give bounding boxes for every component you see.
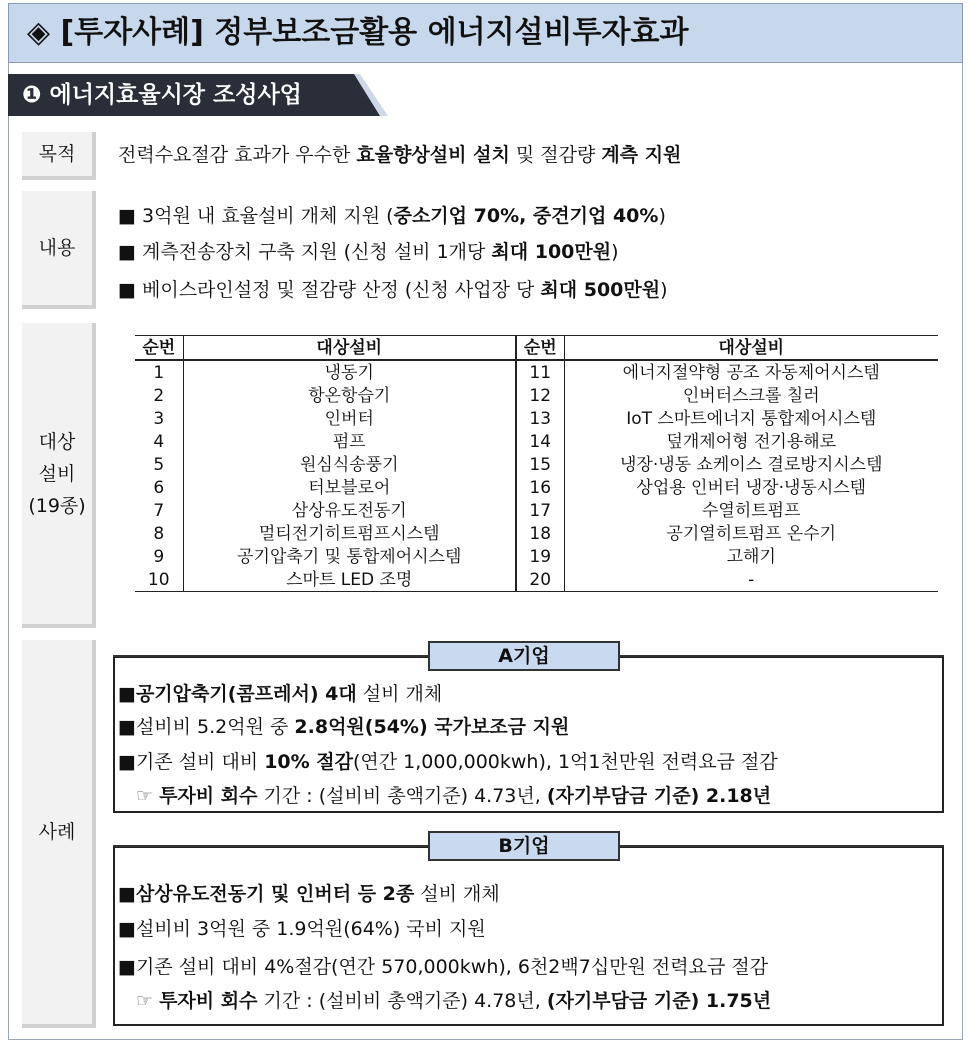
case-a-line-left bbox=[113, 655, 428, 657]
square-two-icon: ■ bbox=[118, 241, 136, 263]
table-row: 1 냉동기 11 에너지절약형 공조 자동제어시스템 bbox=[135, 360, 938, 384]
table-row: 5 원심식송풍기 15 냉장·냉동 쇼케이스 결로방지시스템 bbox=[135, 453, 938, 476]
case-b-line-4: ☞ 투자비 회수 기간 : (설비비 총액기준) 4.78년, (자기부담금 기준) 1.75년 bbox=[136, 990, 772, 1012]
case-a-line-1: ■공기압축기(콤프레서) 4대 설비 개체 bbox=[118, 683, 443, 705]
purpose-text: 전력수요절감 효과가 우수한 효율향상설비 설치 및 절감량 계측 지원 bbox=[118, 144, 682, 166]
case-a-line-4: ☞ 투자비 회수 기간 : (설비비 총액기준) 4.73년, (자기부담금 기준) 2.18년 bbox=[136, 785, 772, 807]
content-item-1: ■ 3억원 내 효율설비 개체 지원 (중소기업 70%, 중견기업 40%) bbox=[118, 205, 666, 227]
square-one-icon: ■ bbox=[118, 205, 136, 227]
table-header-row bbox=[135, 336, 938, 361]
square-three-icon: ■ bbox=[118, 279, 136, 301]
table-row: 4 펌프 14 덮개제어형 전기용해로 bbox=[135, 430, 938, 453]
case-b-line-2: ■설비비 3억원 중 1.9억원(64%) 국비 지원 bbox=[118, 918, 486, 940]
case-b-line-left bbox=[113, 845, 428, 847]
cases-label: 사례 bbox=[22, 640, 96, 1028]
section-number: ❶ bbox=[22, 82, 42, 108]
equipment-table bbox=[135, 335, 938, 592]
case-a-line-2: ■설비비 5.2억원 중 2.8억원(54%) 국가보조금 지원 bbox=[118, 716, 570, 738]
table-row: 3 인버터 13 IoT 스마트에너지 통합제어시스템 bbox=[135, 407, 938, 430]
table-row: 10 스마트 LED 조명 20 - bbox=[135, 568, 938, 592]
page-title: ◈ [투자사례] 정부보조금활용 에너지설비투자효과 bbox=[8, 3, 963, 63]
content-item-3: ■ 베이스라인설정 및 절감량 산정 (신청 사업장 당 최대 500만원) bbox=[118, 279, 668, 301]
table-row: 6 터보블로어 16 상업용 인버터 냉장·냉동시스템 bbox=[135, 476, 938, 499]
case-a-tag: A기업 bbox=[428, 641, 620, 671]
equipment-label: 대상 설비 (19종) bbox=[22, 323, 96, 628]
col-header-no-1: 순번 bbox=[135, 336, 183, 361]
case-a-line-right bbox=[620, 655, 944, 657]
case-b-line-1: ■삼상유도전동기 및 인버터 등 2종 설비 개체 bbox=[118, 883, 500, 905]
content-item-2: ■ 계측전송장치 구축 지원 (신청 설비 1개당 최대 100만원) bbox=[118, 241, 619, 263]
section-header bbox=[8, 74, 393, 118]
col-header-no-2: 순번 bbox=[516, 336, 564, 361]
table-row: 2 항온항습기 12 인버터스크롤 칠러 bbox=[135, 384, 938, 407]
table-row: 9 공기압축기 및 통합제어시스템 19 고해기 bbox=[135, 545, 938, 568]
case-b-tag: B기업 bbox=[428, 831, 620, 861]
table-row: 7 삼상유도전동기 17 수열히트펌프 bbox=[135, 499, 938, 522]
section-label: 에너지효율시장 조성사업 bbox=[49, 82, 302, 108]
pointing-hand-icon: ☞ bbox=[136, 785, 160, 807]
col-header-item-1: 대상설비 bbox=[183, 336, 516, 361]
case-b-line-3: ■기존 설비 대비 4%절감(연간 570,000kwh), 6천2백7십만원 전력요금 절감 bbox=[118, 956, 769, 978]
table-row: 8 멀티전기히트펌프시스템 18 공기열히트펌프 온수기 bbox=[135, 522, 938, 545]
purpose-label: 목적 bbox=[22, 132, 96, 180]
content-label: 내용 bbox=[22, 191, 96, 309]
pointing-hand-icon: ☞ bbox=[136, 990, 160, 1012]
col-header-item-2: 대상설비 bbox=[564, 336, 938, 361]
case-a-line-3: ■기존 설비 대비 10% 절감(연간 1,000,000kwh), 1억1천만원 전력요금 절감 bbox=[118, 751, 778, 773]
case-b-line-right bbox=[620, 845, 944, 847]
